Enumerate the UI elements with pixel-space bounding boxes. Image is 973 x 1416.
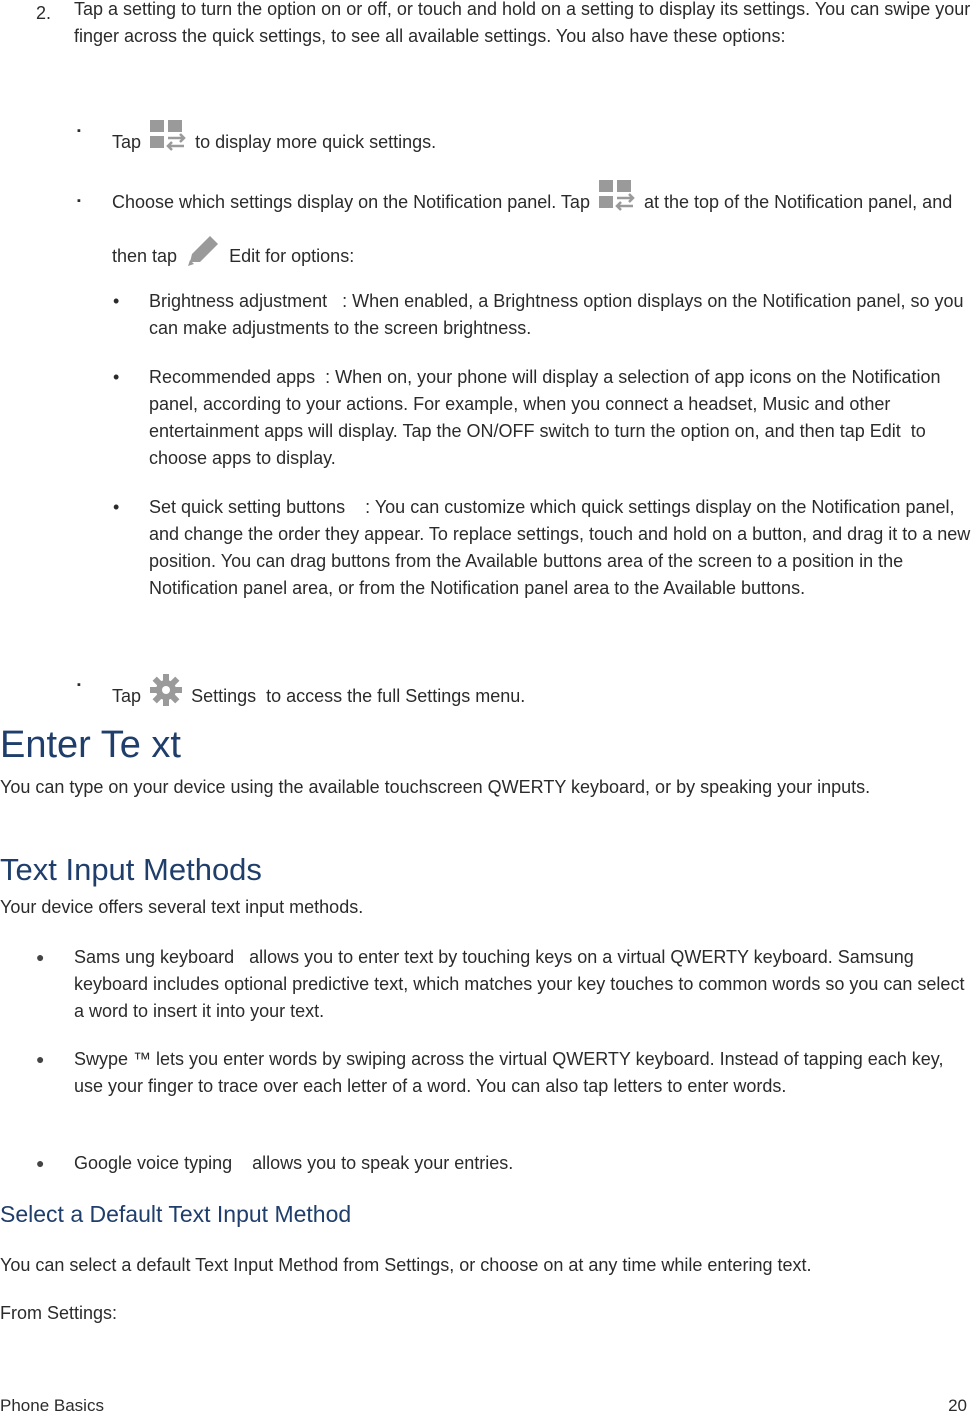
grid-swap-icon (597, 178, 637, 232)
bullet-text: to display more quick settings. (195, 132, 437, 152)
list-item-text: lets you enter words by swiping across the virtual QWERTY keyboard. Instead of tapping each key, use your finger to trace over each letter of a word. You can also tap letters to enter words. (74, 1049, 944, 1096)
sub-item-term: Brightness adjustment (149, 291, 328, 311)
bullet-text: Tap (112, 132, 142, 152)
section-title: Enter Te xt (0, 724, 181, 766)
sub-item-text: : When enabled, a Brightness option displays on the Notification panel, so you can make adjustments to the screen brightness. (149, 291, 964, 338)
bullet-text: to access the full Settings menu. (266, 686, 526, 706)
sub-item-text: : You can customize which quick settings display on the Notification panel, and change the order they appear. To replace settings, touch and hold on a button, and drag it to a new position. You can drag buttons from the Available buttons area of the screen to a position in the Notification panel area, or from the Notification panel area to the Available buttons. (149, 497, 971, 598)
sub-item-term: Set quick setting buttons (149, 497, 346, 517)
grid-swap-icon (148, 118, 188, 162)
list-item-text: allows you to speak your entries. (252, 1153, 514, 1173)
bullet-text: for options: (265, 246, 355, 266)
sub-item-term: Recommended apps (149, 367, 316, 387)
list-item-term: Sams ung keyboard (74, 947, 235, 967)
paragraph: From Settings: (0, 1303, 118, 1323)
list-item-text: allows you to enter text by touching keys on a virtual QWERTY keyboard. Samsung keyboard includes optional predictive text, which matches your key touches to common words so you can select a word to insert it into your text. (74, 947, 965, 1021)
bullet-text: Tap (112, 686, 142, 706)
step-2-text: Tap a setting to turn the option on or off, or touch and hold on a setting to display its settings. You can swipe your finger across the quick settings, to see all available settings. You also have these options: (74, 0, 971, 46)
settings-label: Settings (191, 686, 257, 706)
edit-label: Edit (229, 246, 261, 266)
page-number: 20 (948, 1396, 967, 1415)
subsection-title: Select a Default Text Input Method (0, 1201, 352, 1227)
section-intro: You can type on your device using the available touchscreen QWERTY keyboard, or by speaking your inputs. (0, 777, 871, 797)
step-number: 2. (36, 3, 52, 23)
bullet-text: Choose which settings display on the Notification panel. Tap (112, 192, 590, 212)
subsection-intro: Your device offers several text input methods. (0, 897, 364, 917)
subsection-title: Text Input Methods (0, 852, 262, 887)
list-item-term: Google voice typing (74, 1153, 233, 1173)
paragraph: You can select a default Text Input Method from Settings, or choose on at any time while entering text. (0, 1255, 812, 1275)
bullet-text: at the top of the Notification panel, and then tap (112, 192, 953, 266)
gear-icon (148, 672, 184, 716)
sub-item-text: to choose apps to display. (149, 421, 926, 468)
sub-item-text: : When on, your phone will display a selection of app icons on the Notification panel, according to your actions. For example, when you connect a headset, Music and other entertainment apps will display. Tap the ON/OFF switch to turn the option on, and then tap Edit (149, 367, 941, 441)
pencil-icon (184, 232, 222, 286)
footer-section: Phone Basics (0, 1396, 104, 1415)
list-item-term: Swype ™ (74, 1049, 152, 1069)
